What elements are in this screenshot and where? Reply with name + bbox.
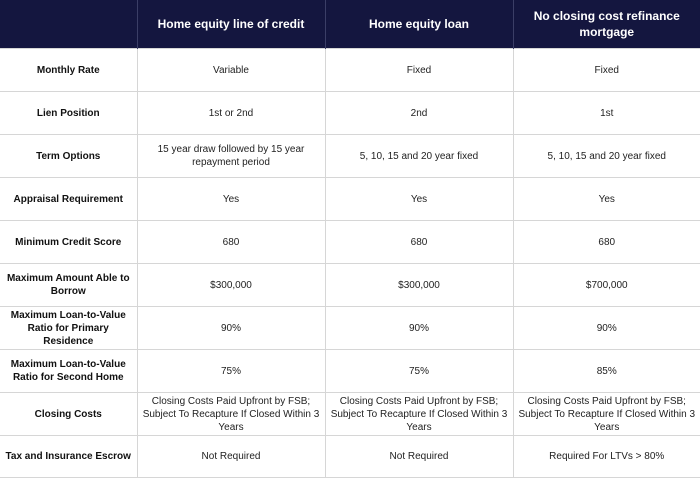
- table-cell: 5, 10, 15 and 20 year fixed: [325, 135, 513, 178]
- header-no-closing-cost-refi: No closing cost refinance mortgage: [513, 0, 700, 49]
- table-row: [0, 221, 700, 264]
- table-cell: Fixed: [325, 49, 513, 92]
- table-cell: 2nd: [325, 92, 513, 135]
- row-label: Closing Costs: [0, 393, 137, 436]
- table-cell: 680: [513, 221, 700, 264]
- table-cell: 15 year draw followed by 15 year repayment period: [137, 135, 325, 178]
- table-body: [0, 49, 700, 478]
- table-cell: 75%: [137, 350, 325, 393]
- table-row: [0, 350, 700, 393]
- table-cell: 1st: [513, 92, 700, 135]
- header-home-equity-loan: Home equity loan: [325, 0, 513, 49]
- table-cell: Not Required: [325, 436, 513, 478]
- table-cell: $700,000: [513, 264, 700, 307]
- table-cell: 5, 10, 15 and 20 year fixed: [513, 135, 700, 178]
- table-row: [0, 436, 700, 478]
- table-row: [0, 135, 700, 178]
- table-row: [0, 393, 700, 436]
- table-cell: Yes: [325, 178, 513, 221]
- table-cell: 90%: [325, 307, 513, 350]
- table-cell: Closing Costs Paid Upfront by FSB; Subject To Recapture If Closed Within 3 Years: [137, 393, 325, 436]
- row-label: Appraisal Requirement: [0, 178, 137, 221]
- table-cell: 90%: [513, 307, 700, 350]
- row-label: Maximum Loan-to-Value Ratio for Primary Residence: [0, 307, 137, 350]
- table-cell: Required For LTVs > 80%: [513, 436, 700, 478]
- row-label: Monthly Rate: [0, 49, 137, 92]
- table-cell: Yes: [137, 178, 325, 221]
- table-cell: 85%: [513, 350, 700, 393]
- table-cell: 1st or 2nd: [137, 92, 325, 135]
- table-header: [0, 0, 700, 49]
- table-cell: Variable: [137, 49, 325, 92]
- table-row: [0, 49, 700, 92]
- header-heloc: Home equity line of credit: [137, 0, 325, 49]
- table-row: [0, 264, 700, 307]
- row-label: Minimum Credit Score: [0, 221, 137, 264]
- table-cell: Closing Costs Paid Upfront by FSB; Subject To Recapture If Closed Within 3 Years: [325, 393, 513, 436]
- table-cell: 680: [137, 221, 325, 264]
- table-cell: Fixed: [513, 49, 700, 92]
- row-label: Lien Position: [0, 92, 137, 135]
- table-row: [0, 178, 700, 221]
- row-label: Maximum Loan-to-Value Ratio for Second Home: [0, 350, 137, 393]
- table-cell: 680: [325, 221, 513, 264]
- table-cell: Not Required: [137, 436, 325, 478]
- row-label: Tax and Insurance Escrow: [0, 436, 137, 478]
- row-label: Term Options: [0, 135, 137, 178]
- header-corner: [0, 0, 137, 49]
- table-cell: Yes: [513, 178, 700, 221]
- table-cell: 90%: [137, 307, 325, 350]
- table-cell: Closing Costs Paid Upfront by FSB; Subject To Recapture If Closed Within 3 Years: [513, 393, 700, 436]
- table-cell: $300,000: [137, 264, 325, 307]
- table-cell: 75%: [325, 350, 513, 393]
- table-cell: $300,000: [325, 264, 513, 307]
- table-row: [0, 307, 700, 350]
- row-label: Maximum Amount Able to Borrow: [0, 264, 137, 307]
- table-row: [0, 92, 700, 135]
